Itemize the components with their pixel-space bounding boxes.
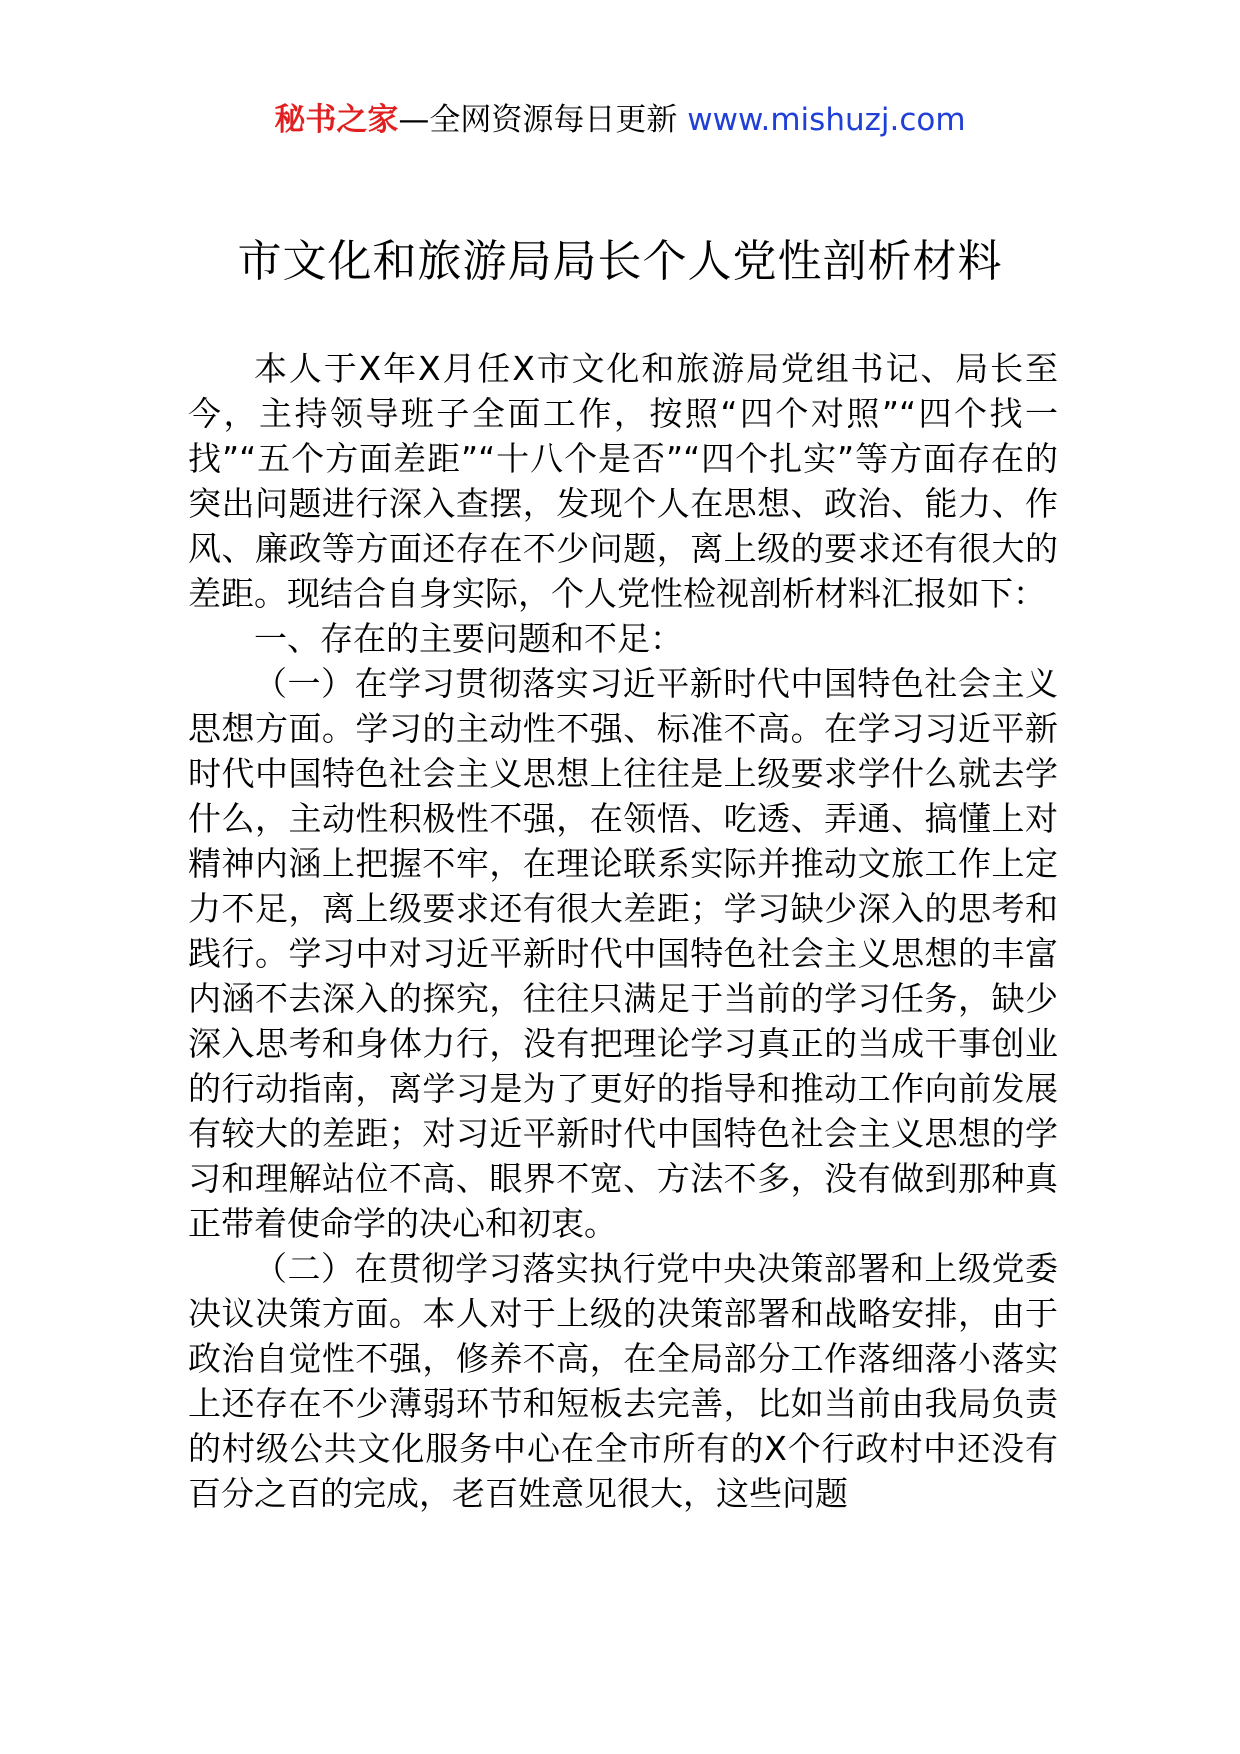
item-one-paragraph: （一）在学习贯彻落实习近平新时代中国特色社会主义思想方面。学习的主动性不强、标准不高。在学习习近平新时代中国特色社会主义思想上往往是上级要求学什么就去学什么，主动性积极性不强，在领悟、吃透、弄通、搞懂上对精神内涵上把握不牢，在理论联系实际并推动文旅工作上定力不足，离上级要求还有很大差距；学习缺少深入的思考和践行。学习中对习近平新时代中国特色社会主义思想的丰富内涵不去深入的探究，往往只满足于当前的学习任务，缺少深入思考和身体力行，没有把理论学习真正的当成干事创业的行动指南，离学习是为了更好的指导和推动工作向前发展有较大的差距；对习近平新时代中国特色社会主义思想的学习和理解站位不高、眼界不宽、方法不多，没有做到那种真正带着使命学的决心和初衷。 [188, 664, 1058, 1243]
section-heading: 一、存在的主要问题和不足： [254, 619, 683, 658]
item-two-paragraph: （二）在贯彻学习落实执行党中央决策部署和上级党委决议决策方面。本人对于上级的决策部署和战略安排，由于政治自觉性不强，修养不高，在全局部分工作落细落小落实上还存在不少薄弱环节和短板去完善，比如当前由我局负责的村级公共文化服务中心在全市所有的X个行政村中还没有百分之百的完成，老百姓意见很大，这些问题 [188, 1249, 1058, 1513]
document-body [188, 346, 1058, 1516]
banner-tagline: —全网资源每日更新 [398, 102, 688, 138]
banner-url-link[interactable]: www.mishuzj.com [687, 102, 966, 138]
site-banner [0, 98, 1240, 142]
banner-brand: 秘书之家 [274, 102, 399, 138]
intro-paragraph: 本人于X年X月任X市文化和旅游局党组书记、局长至今，主持领导班子全面工作，按照“四个对照”“四个找一找”“五个方面差距”“十八个是否”“四个扎实”等方面存在的突出问题进行深入查摆，发现个人在思想、政治、能力、作风、廉政等方面还存在不少问题，离上级的要求还有很大的差距。现结合自身实际，个人党性检视剖析材料汇报如下： [188, 349, 1058, 613]
document-title: 市文化和旅游局局长个人党性剖析材料 [237, 236, 1003, 287]
